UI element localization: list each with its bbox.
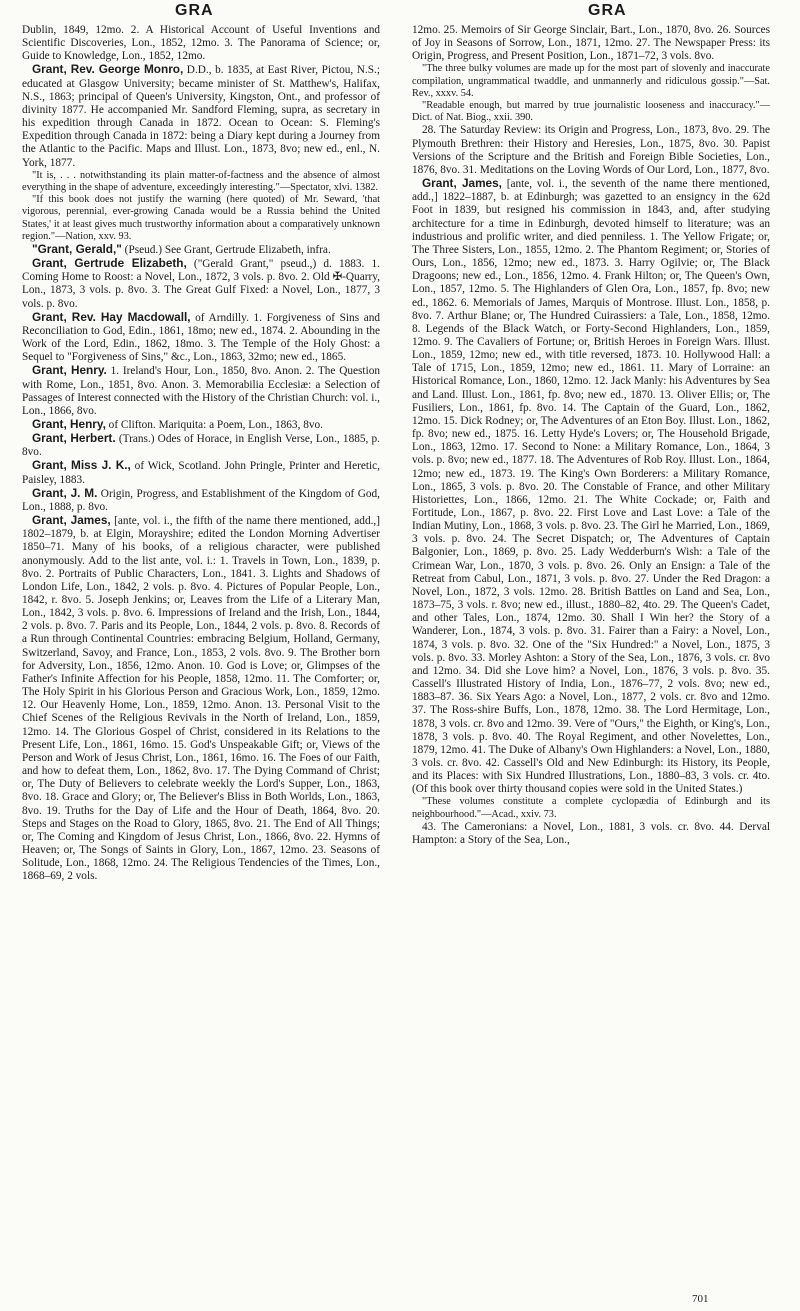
running-head-right: GRA (588, 2, 627, 19)
entry (22, 418, 380, 432)
entry-headword: "Grant, Gerald," (32, 241, 122, 256)
entry-body: Origin, Progress, and Establishment of the Kingdom of God, Lon., 1888, p. 8vo. (22, 487, 380, 513)
entry (412, 177, 770, 796)
entry-body: [ante, vol. i., the fifth of the name there mentioned, add.,] 1802–1879, b. at Elgin, Morayshire; edited the London Morning Advertiser 1850–71. Many of his books, of a religious character, were published anonymously. Add to the list ante, vol. i.: 1. Travels in Town, Lon., 1839, p. 8vo. 2. Portraits of Public Characters, Lon., 1841. 3. Lights and Shadows of London Life, Lon., 1842, 2 vols. p. 8vo. 4. Pictures of Popular People, Lon., 1842, r. 8vo. 5. Joseph Jenkins; or, Leaves from the Life of a Literary Man, Lon., 1842, 3 vols. p. 8vo. 6. Impressions of Ireland and the Irish, Lon., 1844, 2 vols. p. 8vo. 7. Paris and its People, Lon., 1844, 2 vols. p. 8vo. 8. Records of a Run through Continental Countries: embracing Belgium, Holland, Germany, Switzerland, Savoy, and France, Lon., 1853, 2 vols. 8vo. 9. The Brother born for Adversity, Lon., 1856, 12mo. Anon. 10. God is Love; or, Glimpses of the Father's Infinite Affection for his People, 1858, 12mo. 11. The Comforter; or, The Holy Spirit in his Glorious Person and Gracious Work, Lon., 1859, 12mo. 12. Our Heavenly Home, Lon., 1859, 12mo. Anon. 13. Personal Visit to the Chief Scenes of the Religious Revivals in the North of Ireland, Lon., 1859, 12mo. 14. The Glorious Gospel of Christ, considered in its Relations to the Present Life, Lon., 1861, 16mo. 15. God's Unspeakable Gift; or, Views of the Person and Work of Jesus Christ, Lon., 1861, 16mo. 16. The Foes of our Faith, and how to defeat them, Lon., 1862, 8vo. 17. The Dying Command of Christ; or, The Duty of Believers to celebrate weekly the Lord's Supper, Lon., 1863, 8vo. 18. Grace and Glory; or, The Believer's Bliss in Both Worlds, Lon., 1863, 8vo. 19. Truths for the Day of Life and the Hour of Death, 1864, 8vo. 20. Steps and Stages on the Road to Glory, 1865, 8vo. 21. The End of All Things; or, The Coming and Kingdom of Jesus Christ, Lon., 1866, 8vo. 22. Hymns of Heaven; or, The Songs of Saints in Glory, Lon., 1867, 12mo. 23. Seasons of Solitude, Lon., 1868, 12mo. 24. The Religious Tendencies of the Times, Lon., 1868–69, 2 vols. (22, 515, 380, 883)
entry-text (412, 821, 770, 847)
entry-body: of Clifton. Mariquita: a Poem, Lon., 1863, 8vo. (105, 418, 323, 431)
quotation (22, 170, 380, 194)
entry-headword: Grant, J. M. (32, 485, 98, 500)
entry-body: [ante, vol. i., the seventh of the name there mentioned, add.,] 1822–1887, b. at Edinburgh; was gazetted to an ensigncy in the 62d Foot in 1839, but resigned his commission in 1843, and, after studying architecture for a time in Edinburgh, devoted himself to literature; was an industrious and prolific writer, and died penniless. 1. The Yellow Frigate; or, The Three Sisters, Lon., 1855, 12mo. 2. The Phantom Regiment; or, Stories of Ours, Lon., 1856, 12mo; new ed., 1873. 3. Harry Ogilvie; or, The Black Dragoons; new ed., Lon., 1856, 12mo. 4. Frank Hilton; or, The Queen's Own, Lon., 1857, 12mo. 5. The Highlanders of Glen Ora, Lon., 1857, fp. 8vo; new ed., 1862. 6. Memorials of James, Marquis of Montrose. Illust. Lon., 1858, p. 8vo. 7. Arthur Blane; or, The Hundred Cuirassiers: a Tale, Lon., 1858, 12mo. 8. Legends of the Black Watch, or Forty-Second Highlanders, Lon., 1859, 12mo. 9. The Cavaliers of Fortune; or, British Heroes in Foreign Wars. Illust. Lon., 1859, 12mo; new ed., with title reversed, 1873. 10. Hollywood Hall: a Tale of 1715, Lon., 1859, 12mo; new ed., 1861. 11. Mary of Lorraine: an Historical Romance, Lon., 1860, 12mo. 12. Jack Manly: his Adventures by Sea and Land. Illust. Lon., 1861, fp. 8vo; new ed., 1870. 13. Oliver Ellis; or, The Fusiliers, Lon., 1861, fp. 8vo. 14. The Captain of the Guard, Lon., 1862, 12mo. 15. Dick Rodney; or, The Adventures of an Eton Boy. Illust. Lon., 1862, fp. 8vo; new ed., 1875. 16. Letty Hyde's Lovers; or, The Household Brigade, Lon., 1863, 12mo. 17. Second to None: a Military Romance, Lon., 1864, 3 vols. p. 8vo; new ed., 1877. 18. The Adventures of Rob Roy. Illust. Lon., 1864, 12mo; new ed., 1873. 19. The King's Own Borderers: a Military Romance, Lon., 1865, 3 vols. p. 8vo. 20. The Constable of France, and other Military Historiettes, Lon., 1866, 12mo. 21. The White Cockade; or, Faith and Fortitude, Lon., 1867, p. 8vo. 22. First Love and Last Love: a Tale of the Indian Mutiny, Lon., 1868, 3 vols. p. 8vo. 23. The Girl he Married, Lon., 1869, 3 vols. p. 8vo. 24. The Secret Dispatch; or, The Adventures of Captain Balgonier, Lon., 1869, p. 8vo. 25. Lady Wedderburn's Wish: a Tale of the Crimean War, Lon., 1870, 3 vols. p. 8vo. 26. Only an Ensign: a Tale of the Retreat from Cabul, Lon., 1871, 3 vols. p. 8vo. 27. Under the Red Dragon: a Novel, Lon., 1872, 3 vols. 12mo. 28. British Battles on Land and Sea, Lon., 1873–75, 3 vols. r. 8vo; new ed., illust., 1880–82, 4to. 29. The Queen's Cadet, and other Tales, Lon., 1874, 12mo. 30. Shall I Win her? the Story of a Wanderer, Lon., 1874, 3 vols. p. 8vo. 31. Fairer than a Fairy: a Novel, Lon., 1874, 3 vols. p. 8vo. 32. One of the "Six Hundred:" a Novel, Lon., 1875, 3 vols. p. 8vo. 33. Morley Ashton: a Story of the Sea, Lon., 1876, 3 vols. cr. 8vo and 12mo. 34. Did she Love him? a Novel, Lon., 1876, 3 vols. p. 8vo. 35. Cassell's Illustrated History of India, Lon., 1876–77, 2 vols. 8vo; new ed., 1883–87. 36. Six Years Ago: a Novel, Lon., 1877, 2 vols. cr. 8vo and 12mo. 37. The Ross-shire Buffs, Lon., 1878, 12mo. 38. The Lord Hermitage, Lon., 1878, 3 vols. cr. 8vo and 12mo. 39. Vere of "Ours," the Eighth, or King's, Lon., 1878, 3 vols. p. 8vo. 40. The Royal Regiment, and other Novelettes, Lon., 1879, 12mo. 41. The Duke of Albany's Own Highlanders: a Novel, Lon., 1880, 3 vols. cr. 8vo. 42. Cassell's Old and New Edinburgh: its History, its People, and its Places: with Six Hundred Illustrations, Lon., 1880–83, 3 vols. cr. 4to. (Of this book over thirty thousand copies were sold in the United States.) (412, 178, 771, 796)
entry-headword: Grant, Miss J. K., (32, 458, 131, 473)
entry (22, 487, 380, 514)
entry-headword: Grant, James, (32, 513, 111, 528)
entry-body: "It is, . . . notwithstanding its plain matter-of-factness and the absence of almost everything in the shape of adventure, exceedingly interesting."—Spectator, xlvi. 1382. (22, 169, 380, 193)
entry (22, 243, 380, 257)
quotation (412, 63, 770, 100)
entry (22, 63, 380, 169)
entry-text (412, 124, 770, 177)
entry (22, 311, 380, 365)
entry-body: 1. Ireland's Hour, Lon., 1850, 8vo. Anon. 2. The Question with Rome, Lon., 1851, 8vo. Anon. 3. Memorabilia Ecclesiæ: a Selection of Passages of Interest connected with the History of the Christian Church: vol. i., Lon., 1866, 8vo. (22, 365, 380, 417)
entry-headword: Grant, Gertrude Elizabeth, (32, 256, 187, 271)
entry-body: Dublin, 1849, 12mo. 2. A Historical Account of Useful Inventions and Scientific Discoveries, Lon., 1852, 12mo. 3. The Panorama of Science; or, Guide to Knowledge, Lon., 1852, 12mo. (22, 24, 380, 63)
entry-text (412, 24, 770, 63)
left-column (22, 24, 380, 883)
entry (22, 432, 380, 459)
entry (22, 257, 380, 311)
entry-body: 43. The Cameronians: a Novel, Lon., 1881, 3 vols. cr. 8vo. 44. Derval Hampton: a Story of the Sea, Lon., (412, 820, 770, 847)
entry-headword: Grant, Rev. George Monro, (32, 62, 184, 77)
entry-headword: Grant, James, (422, 176, 502, 191)
entry-headword: Grant, Henry, (32, 416, 106, 431)
entry-headword: Grant, Herbert. (32, 431, 116, 446)
quotation (412, 100, 770, 124)
entry (22, 459, 380, 486)
entry-body: ("Gerald Grant," pseud.,) d. 1883. 1. Coming Home to Roost: a Novel, Lon., 1872, 3 vols. p. 8vo. 2. Old ✠-Quarry, Lon., 1873, 3 vols. p. 8vo. 3. The Great Gulf Fixed: a Novel, Lon., 1877, 3 vols. p. 8vo. (22, 258, 380, 310)
entry-body: "Readable enough, but marred by true journalistic looseness and inaccuracy."—Dict. of Nat. Biog., xxii. 390. (412, 100, 770, 124)
entry-body: of Wick, Scotland. John Pringle, Printer and Heretic, Paisley, 1883. (22, 460, 380, 486)
right-column (412, 24, 770, 847)
entry-body: (Trans.) Odes of Horace, in English Verse, Lon., 1885, p. 8vo. (22, 433, 380, 459)
quotation (22, 194, 380, 243)
entry-body: 28. The Saturday Review: its Origin and Progress, Lon., 1873, 8vo. 29. The Plymouth Brethren: their History and Heresies, Lon., 1875, 8vo. 30. Papist Versions of the Scripture and the British and Foreign Bible Societies, Lon., 1876, 8vo. 31. Meditations on the Loving Words of Our Lord, Lon., 1877, 8vo. (412, 124, 770, 176)
entry-body: of Arndilly. 1. Forgiveness of Sins and Reconciliation to God, Edin., 1861, 18mo; new ed., 1874. 2. Abounding in the Work of the Lord, Edin., 1862, 18mo. 3. The Temple of the Holy Ghost: a Sequel to "Forgiveness of Sins," &c., Lon., 1863, 32mo; new ed., 1865. (22, 311, 381, 364)
entry-text (22, 24, 380, 63)
entry-body: 12mo. 25. Memoirs of Sir George Sinclair, Bart., Lon., 1870, 8vo. 26. Sources of Joy in Seasons of Sorrow, Lon., 1871, 12mo. 27. The Newspaper Press: its Origin, Progress, and Present Position, Lon., 1871–72, 3 vols. 8vo. (412, 24, 770, 63)
entry-headword: Grant, Rev. Hay Macdowall, (32, 309, 191, 324)
quotation (412, 796, 770, 820)
running-head-left: GRA (175, 2, 214, 19)
entry-body: "If this book does not justify the warning (here quoted) of Mr. Seward, 'that vigorous, perennial, ever-growing Canada would be a Russia behind the United States,' it at least gives much trustworthy information about a comparatively unknown region."—Nation, xxv. 93. (22, 194, 380, 242)
entry-body: "The three bulky volumes are made up for the most part of slovenly and inaccurate compilation, ungrammatical twaddle, and unmannerly and ridiculous gossip."—Sat. Rev., xxxv. 54. (412, 63, 770, 99)
entry-body: D.D., b. 1835, at East River, Pictou, N.S.; educated at Glasgow University; became minister of St. Matthew's, Halifax, N.S., 1863; principal of Queen's University, Kingston, Ont., and professor of divinity 1877. He accompanied Mr. Sandford Fleming, supra, as secretary in his expedition through Canada in 1872. Ocean to Ocean: S. Fleming's Expedition through Canada in 1872: being a Diary kept during a Journey from the Atlantic to the Pacific. Maps and Illust. Lon., 1873, 8vo; new ed., enl., N. York, 1877. (22, 64, 380, 169)
running-head (0, 0, 800, 22)
entry-headword: Grant, Henry. (32, 363, 107, 378)
entry-body: "These volumes constitute a complete cyclopædia of Edinburgh and its neighbourhood."—Acad., xxiv. 73. (412, 796, 770, 820)
entry-body: (Pseud.) See Grant, Gertrude Elizabeth, infra. (121, 243, 331, 256)
entry (22, 364, 380, 418)
entry (22, 514, 380, 883)
page-number: 701 (692, 1293, 709, 1305)
